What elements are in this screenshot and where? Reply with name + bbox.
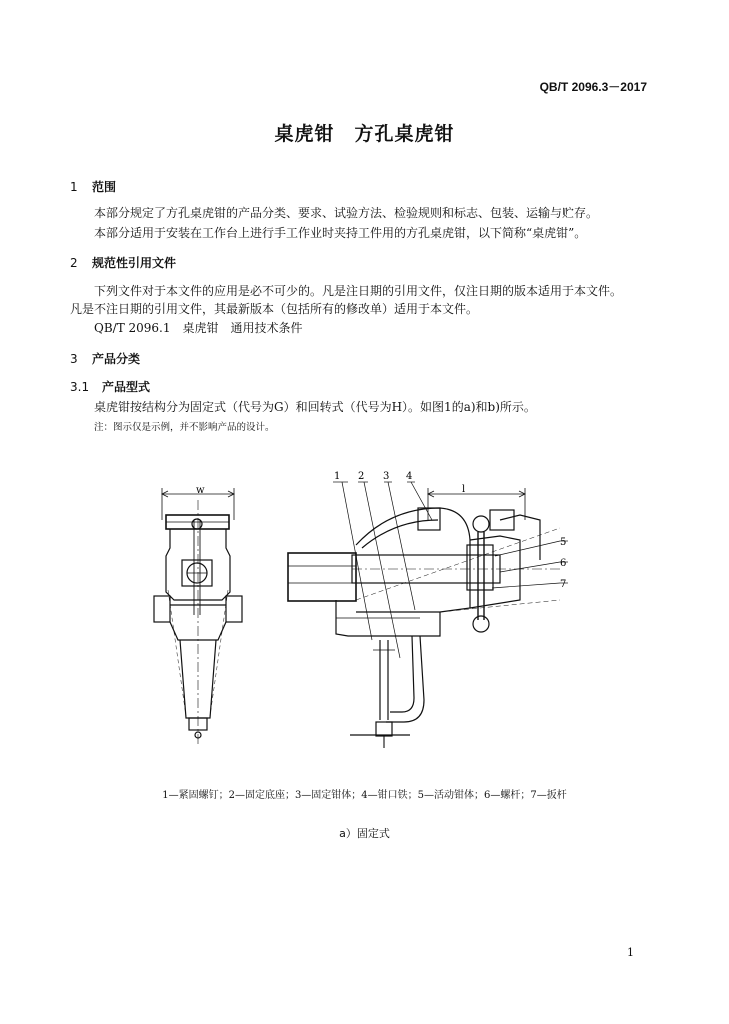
- section-1-heading: [70, 178, 116, 195]
- page-number: 1: [627, 946, 634, 959]
- vise-technical-drawing: [0, 440, 729, 780]
- section-number: 1: [70, 180, 78, 194]
- section-title: 范围: [92, 180, 117, 194]
- paragraph: 凡是不注日期的引用文件，其最新版本（包括所有的修改单）适用于本文件。: [70, 302, 479, 316]
- paragraph: 下列文件对于本文件的应用是必不可少的。凡是注日期的引用文件，仅注日期的版本适用于本文件。: [94, 284, 623, 298]
- dimension-label-l: l: [462, 484, 466, 495]
- page-title: 桌虎钳 方孔桌虎钳: [274, 123, 455, 145]
- side-view: [288, 482, 568, 748]
- section-3-1-heading: [70, 378, 150, 395]
- section-number: 3: [70, 352, 78, 366]
- front-view: [154, 488, 242, 745]
- paragraph: 桌虎钳按结构分为固定式（代号为G）和回转式（代号为H）。如图1的a)和b)所示。: [94, 400, 536, 414]
- callout-6: 6: [560, 558, 567, 569]
- callout-4: 4: [406, 471, 413, 482]
- paragraph: 本部分适用于安装在工作台上进行手工作业时夹持工件用的方孔桌虎钳，以下简称“桌虎钳”。: [94, 226, 587, 240]
- section-title: 规范性引用文件: [92, 256, 177, 270]
- section-number: 3.1: [70, 380, 90, 394]
- figure-legend: 1—紧固螺钉；2—固定底座；3—固定钳体；4—钳口铁；5—活动钳体；6—螺杆；7—扳杆: [162, 790, 567, 801]
- callout-5: 5: [560, 537, 567, 548]
- section-title: 产品型式: [102, 380, 151, 394]
- section-number: 2: [70, 256, 78, 270]
- dimension-label-w: w: [196, 485, 205, 496]
- section-title: 产品分类: [92, 352, 141, 366]
- figure-caption: a）固定式: [339, 827, 390, 840]
- callout-3: 3: [383, 471, 390, 482]
- normative-reference: QB/T 2096.1 桌虎钳 通用技术条件: [94, 321, 303, 335]
- standard-number: QB/T 2096.3－2017: [539, 80, 647, 94]
- callout-1: 1: [334, 471, 341, 482]
- note: 注：图示仅是示例，并不影响产品的设计。: [94, 422, 275, 433]
- callout-7: 7: [560, 579, 567, 590]
- paragraph: 本部分规定了方孔桌虎钳的产品分类、要求、试验方法、检验规则和标志、包装、运输与贮存。: [94, 206, 599, 220]
- callout-2: 2: [358, 471, 365, 482]
- section-2-heading: [70, 254, 176, 271]
- section-3-heading: [70, 350, 140, 367]
